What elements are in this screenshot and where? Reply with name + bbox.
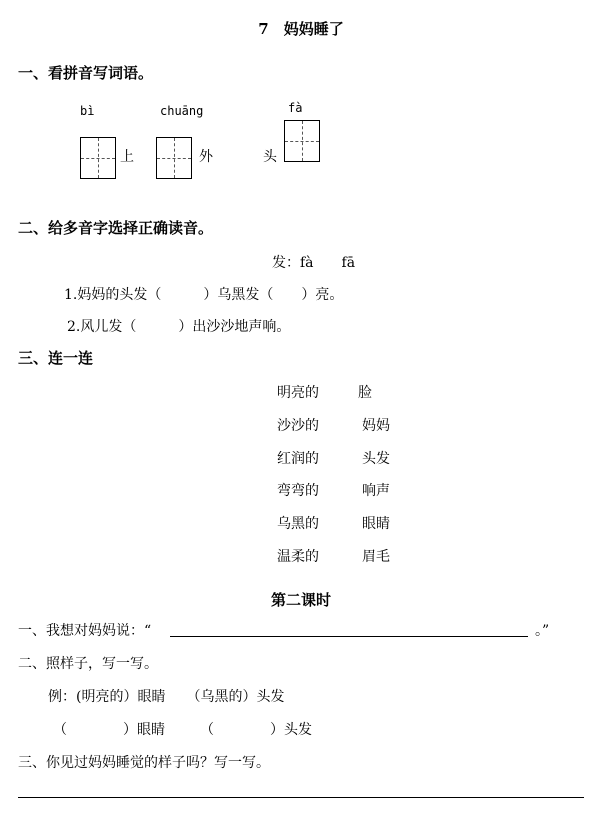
section1-heading: 一、看拼音写词语。	[18, 64, 154, 82]
match-left-item[interactable]: 乌黑的	[277, 516, 319, 532]
answer-line-2[interactable]	[18, 797, 584, 798]
writing-grid-2[interactable]	[156, 137, 192, 179]
polyphone-hint: 发：fà fā	[272, 255, 356, 271]
question-2-1: 1.妈妈的头发（ ）乌黑发（ ）亮。	[64, 287, 344, 303]
lesson2-q2-example: 例：(明亮的）眼睛 （乌黑的）头发	[48, 689, 285, 705]
lesson2-q1-suffix: 。”	[535, 623, 550, 639]
pinyin-bi: bì	[80, 104, 95, 118]
question-2-2: 2.风儿发（ ）出沙沙地声响。	[67, 319, 291, 335]
pinyin-fa: fà	[288, 101, 303, 115]
match-left-item[interactable]: 明亮的	[277, 385, 319, 401]
match-right-item[interactable]: 妈妈	[362, 418, 390, 434]
lesson2-q2-task[interactable]: （ ）眼睛 （ ）头发	[53, 722, 312, 738]
match-right-item[interactable]: 响声	[362, 483, 390, 499]
match-right-item[interactable]: 头发	[362, 451, 390, 467]
lesson2-q2-heading: 二、照样子，写一写。	[18, 656, 158, 672]
match-right-item[interactable]: 眉毛	[362, 549, 390, 565]
match-left-item[interactable]: 红润的	[277, 451, 319, 467]
lesson2-q3: 三、你见过妈妈睡觉的样子吗？写一写。	[18, 755, 270, 771]
match-right-item[interactable]: 眼睛	[362, 516, 390, 532]
word-suffix-2: 外	[199, 149, 213, 165]
lesson2-heading: 第二课时	[270, 591, 331, 609]
lesson2-q1-prefix: 一、我想对妈妈说：“	[18, 623, 152, 639]
word-prefix-3: 头	[263, 149, 277, 165]
match-left-item[interactable]: 温柔的	[277, 549, 319, 565]
match-right-item[interactable]: 脸	[358, 385, 372, 401]
section3-heading: 三、连一连	[18, 349, 94, 367]
page-title: 7 妈妈睡了	[258, 20, 344, 38]
match-left-item[interactable]: 沙沙的	[277, 418, 319, 434]
section2-heading: 二、给多音字选择正确读音。	[18, 219, 214, 237]
writing-grid-3[interactable]	[284, 120, 320, 162]
word-suffix-1: 上	[120, 149, 134, 165]
answer-line-1[interactable]	[170, 636, 528, 637]
match-left-item[interactable]: 弯弯的	[277, 483, 319, 499]
writing-grid-1[interactable]	[80, 137, 116, 179]
pinyin-chuang: chuāng	[160, 104, 204, 118]
